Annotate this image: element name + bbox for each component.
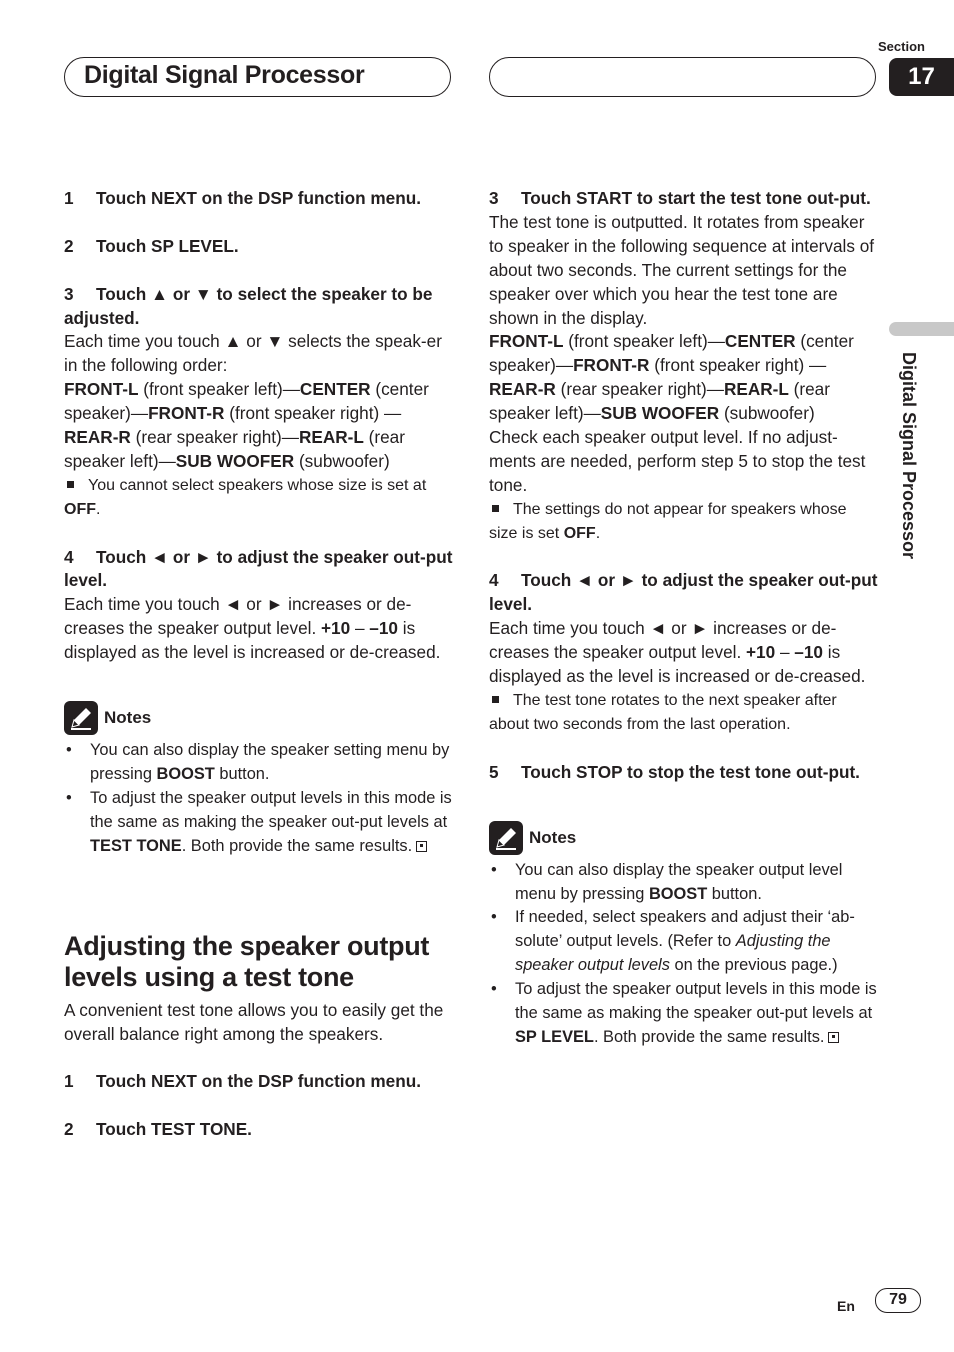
note-item: • You can also display the speaker output level menu by pressing BOOST button. <box>489 859 879 907</box>
note-item: • If needed, select speakers and adjust their ‘ab-solute’ output levels. (Refer to Adjusting the speaker output levels on the previous page.) <box>489 906 879 978</box>
end-mark-icon <box>416 841 427 852</box>
side-tab-marker <box>889 322 954 336</box>
note-item: • You can also display the speaker setting menu by pressing BOOST button. <box>64 739 454 787</box>
right-column <box>489 187 879 1050</box>
end-mark-icon <box>828 1032 839 1043</box>
left-column <box>64 187 454 1142</box>
step-heading: 2 Touch TEST TONE. <box>64 1119 252 1140</box>
notes-heading: Notes <box>489 821 879 855</box>
square-note: The settings do not appear for speakers whose size is set OFF. <box>489 500 847 542</box>
body-text: Each time you touch ▲ or ▼ selects the speak-er in the following order: <box>64 331 442 376</box>
notes-heading: Notes <box>64 701 454 735</box>
speaker-sequence: FRONT-L (front speaker left)—CENTER (center speaker)—FRONT-R (front speaker right) —REAR-R (rear speaker right)—REAR-L (rear speaker left)—SUB WOOFER (subwoofer) <box>489 331 854 424</box>
body-text: The test tone is outputted. It rotates from speaker to speaker in the following sequence at intervals of about two seconds. The current settings for the speaker over which you hear the test tone are shown in the display. <box>489 211 875 328</box>
square-bullet-icon <box>67 481 74 488</box>
side-tab-label: Digital Signal Processor <box>899 352 919 560</box>
step-heading: 4 Touch ◄ or ► to adjust the speaker out-put level. <box>489 570 878 615</box>
step-heading: 3 Touch ▲ or ▼ to select the speaker to be adjusted. <box>64 283 433 328</box>
body-text: Each time you touch ◄ or ► increases or de-creases the speaker output level. +10 – –10 is displayed as the level is increased or de-creased. <box>489 618 866 687</box>
notes-pencil-icon <box>489 821 523 855</box>
step-heading: 5 Touch STOP to stop the test tone out-put. <box>489 761 860 782</box>
note-item: • To adjust the speaker output levels in this mode is the same as making the speaker out-put levels at SP LEVEL. Both provide the same results. <box>489 978 879 1050</box>
section-heading: Adjusting the speaker output levels using a test tone <box>64 930 430 992</box>
square-bullet-icon <box>492 696 499 703</box>
step-heading: 3 Touch START to start the test tone out-put. <box>489 188 871 208</box>
square-note: You cannot select speakers whose size is set at OFF. <box>64 476 427 518</box>
body-text: Each time you touch ◄ or ► increases or de-creases the speaker output level. +10 – –10 is displayed as the level is increased or de-creased. <box>64 594 441 663</box>
square-bullet-icon <box>492 505 499 512</box>
section-label: Section <box>878 39 925 54</box>
note-item: • To adjust the speaker output levels in this mode is the same as making the speaker out-put levels at TEST TONE. Both provide the same results. <box>64 787 454 859</box>
step-heading: 2 Touch SP LEVEL. <box>64 235 239 256</box>
step-heading: 1 Touch NEXT on the DSP function menu. <box>64 1071 421 1092</box>
footer-language: En <box>837 1298 855 1314</box>
square-note: The test tone rotates to the next speaker after about two seconds from the last operation. <box>489 692 837 733</box>
section-number-badge: 17 <box>889 58 954 96</box>
notes-pencil-icon <box>64 701 98 735</box>
speaker-sequence: FRONT-L (front speaker left)—CENTER (center speaker)—FRONT-R (front speaker right) —REAR-R (rear speaker right)—REAR-L (rear speaker left)—SUB WOOFER (subwoofer) <box>64 379 429 471</box>
page-number: 79 <box>875 1288 921 1313</box>
page-header-title: Digital Signal Processor <box>84 61 365 89</box>
step-heading: 4 Touch ◄ or ► to adjust the speaker out-put level. <box>64 546 453 591</box>
section-intro: A convenient test tone allows you to easily get the overall balance right among the speakers. <box>64 999 444 1044</box>
step-heading: 1 Touch NEXT on the DSP function menu. <box>64 188 421 208</box>
header-empty-frame <box>489 57 876 97</box>
body-text: Check each speaker output level. If no adjust-ments are needed, perform step 5 to stop the test tone. <box>489 427 866 495</box>
